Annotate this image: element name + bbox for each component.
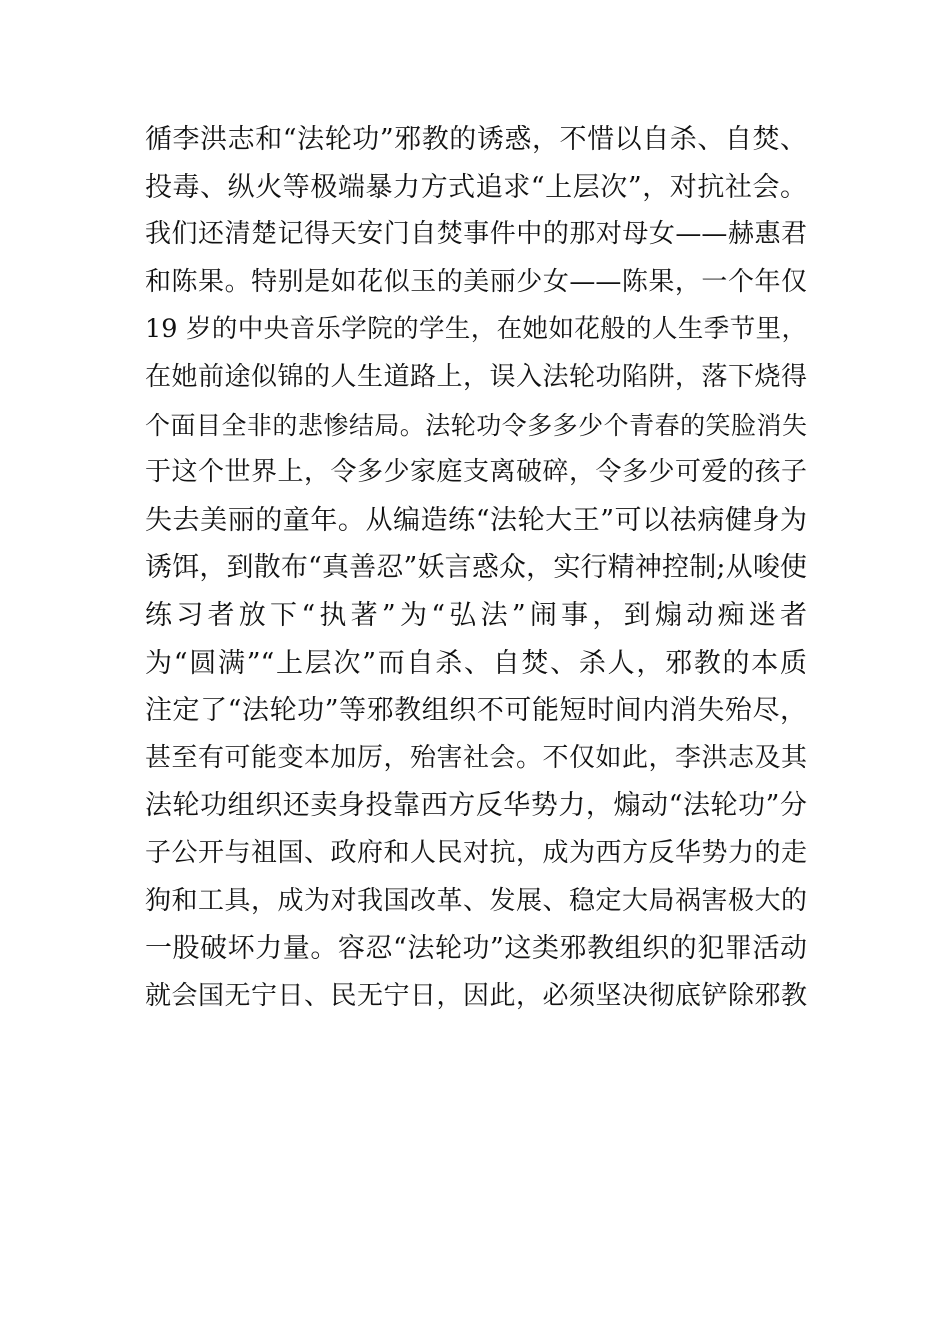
text-line-11: 练习者放下“执著”为“弘法”闹事，到煽动痴迷者 [145, 599, 807, 631]
text-line-9: 失去美丽的童年。从编造练“法轮大王”可以祛病健身为 [145, 504, 807, 536]
text-line-6: 在她前途似锦的人生道路上，误入法轮功陷阱，落下烧得 [145, 361, 807, 392]
text-line-13: 注定了“法轮功”等邪教组织不可能短时间内消失殆尽， [145, 695, 807, 727]
text-line-7: 个面目全非的悲惨结局。法轮功令多多少个青春的笑脸消失 [145, 410, 807, 440]
text-line-18: 一股破坏力量。容忍“法轮功”这类邪教组织的犯罪活动 [145, 933, 807, 965]
text-line-19: 就会国无宁日、民无宁日，因此，必须坚决彻底铲除邪教 [145, 980, 807, 1011]
text-line-8: 于这个世界上，令多少家庭支离破碎，令多少可爱的孩子 [145, 457, 807, 488]
text-line-2: 投毒、纵火等极端暴力方式追求“上层次”，对抗社会。 [145, 171, 807, 203]
text-line-16: 子公开与祖国、政府和人民对抗，成为西方反华势力的走 [145, 837, 807, 868]
text-line-1: 循李洪志和“法轮功”邪教的诱惑，不惜以自杀、自焚、 [145, 124, 807, 155]
text-line-3: 我们还清楚记得天安门自焚事件中的那对母女——赫惠君 [145, 219, 807, 250]
text-line-15: 法轮功组织还卖身投靠西方反华势力，煽动“法轮功”分 [145, 790, 807, 822]
text-line-4: 和陈果。特别是如花似玉的美丽少女——陈果，一个年仅 [145, 266, 807, 297]
text-line-17: 狗和工具，成为对我国改革、发展、稳定大局祸害极大的 [145, 885, 807, 916]
text-line-12: 为“圆满”“上层次”而自杀、自焚、杀人，邪教的本质 [145, 647, 807, 679]
text-line-5: 19 岁的中央音乐学院的学生，在她如花般的人生季节里， [145, 314, 807, 345]
body-text [145, 116, 807, 1020]
text-line-14: 甚至有可能变本加厉，殆害社会。不仅如此，李洪志及其 [145, 742, 807, 773]
text-line-10: 诱饵，到散布“真善忍”妖言惑众，实行精神控制;从唆使 [145, 552, 807, 584]
